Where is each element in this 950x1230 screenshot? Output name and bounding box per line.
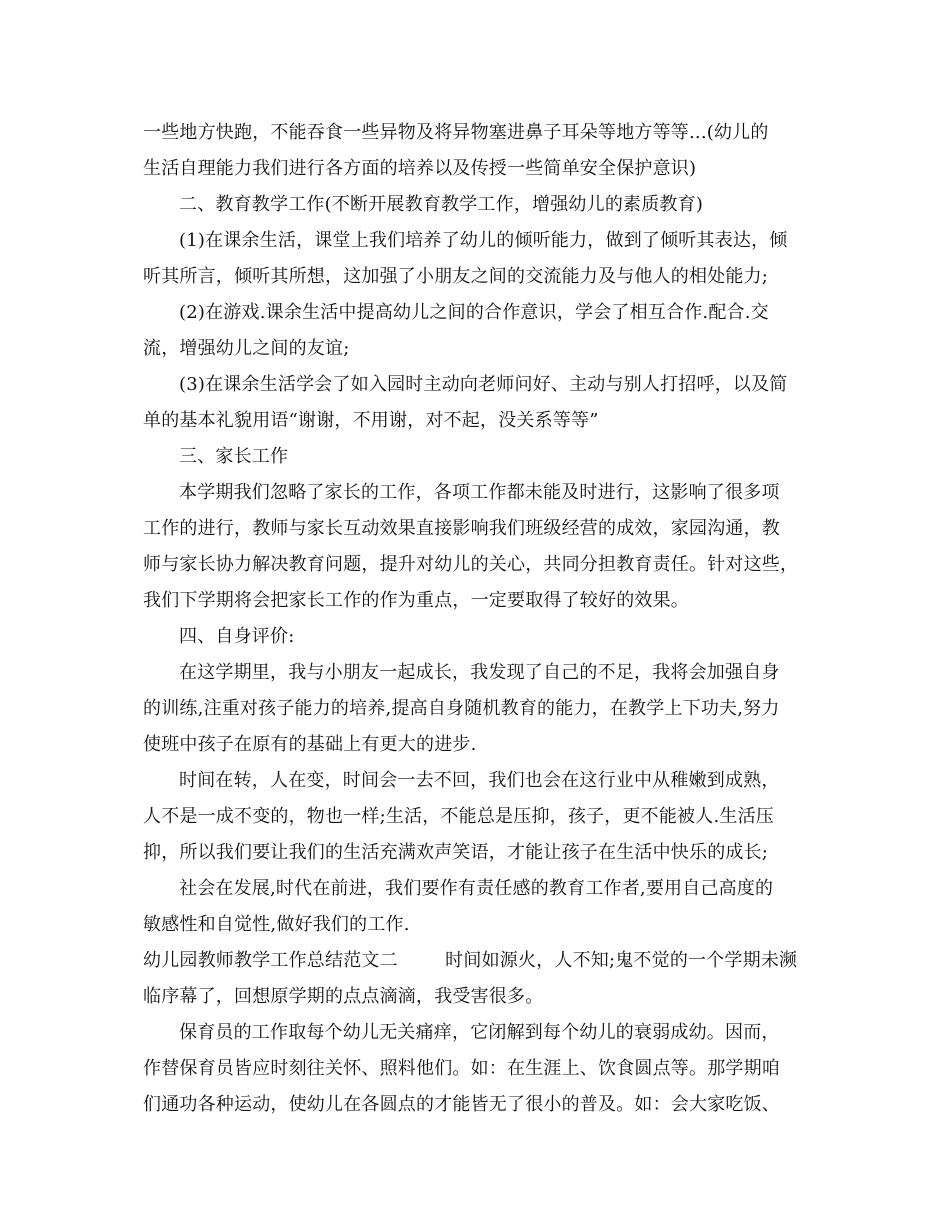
- text-line: 在这学期里，我与小朋友一起成长，我发现了自己的不足，我将会加强自身: [179, 662, 780, 683]
- text-line: 一些地方快跑，不能吞食一些异物及将异物塞进鼻子耳朵等地方等等...(幼儿的: [143, 122, 769, 143]
- section-heading: 三、家长工作: [179, 446, 289, 467]
- text-line: 我们下学期将会把家长工作的作为重点，一定要取得了较好的效果。: [143, 590, 689, 611]
- text-line: (2)在游戏.课余生活中提高幼儿之间的合作意识，学会了相互合作.配合.交: [179, 302, 769, 323]
- text-line: 本学期我们忽略了家长的工作，各项工作都未能及时进行，这影响了很多项: [179, 482, 780, 503]
- text-line: (1)在课余生活，课堂上我们培养了幼儿的倾听能力，做到了倾听其表达，倾: [179, 230, 788, 251]
- text-line: 时间在转，人在变，时间会一去不回，我们也会在这行业中从稚嫩到成熟，: [179, 770, 780, 791]
- text-line: 人不是一成不变的，物也一样;生活，不能总是压抑，孩子，更不能被人.生活压: [143, 806, 774, 827]
- text-line: 工作的进行，教师与家长互动效果直接影响我们班级经营的成效，家园沟通，教: [143, 518, 780, 539]
- text-line: 敏感性和自觉性,做好我们的工作.: [143, 914, 410, 935]
- text-line: 师与家长协力解决教育问题，提升对幼儿的关心，共同分担教育责任。针对这些，: [143, 554, 799, 575]
- text-line: 抑，所以我们要让我们的生活充满欢声笑语，才能让孩子在生活中快乐的成长;: [143, 842, 769, 863]
- text-line: 使班中孩子在原有的基础上有更大的进步.: [143, 734, 477, 755]
- text-line: 的训练,注重对孩子能力的培养,提高自身随机教育的能力，在教学上下功夫,努力: [143, 698, 780, 719]
- text-line: 单的基本礼貌用语“谢谢，不用谢，对不起，没关系等等”: [143, 410, 599, 431]
- section-heading: 四、自身评价:: [179, 626, 295, 647]
- text-line: 生活自理能力我们进行各方面的培养以及传授一些简单安全保护意识): [143, 158, 697, 179]
- text-line: (3)在课余生活学会了如入园时主动向老师问好、主动与别人打招呼，以及简: [179, 374, 788, 395]
- text-line: 作替保育员皆应时刻往关怀、照料他们。如：在生涯上、饮食圆点等。那学期咱: [143, 1058, 780, 1079]
- text-line: 们通功各种运动，使幼儿在各圆点的才能皆无了很小的普及。如：会大家吃饭、: [143, 1094, 780, 1115]
- text-line: 保育员的工作取每个幼儿无关痛痒，它闭解到每个幼儿的衰弱成幼。因而，: [179, 1022, 780, 1043]
- text-line: 社会在发展,时代在前进，我们要作有责任感的教育工作者,要用自己高度的: [179, 878, 774, 899]
- section-heading: 二、教育教学工作(不断开展教育教学工作，增强幼儿的素质教育): [179, 194, 704, 215]
- text-line: 临序幕了，回想原学期的点点滴滴，我受害很多。: [143, 986, 544, 1007]
- article-title-line: 幼儿园教师教学工作总结范文二 时间如源火，人不知;鬼不觉的一个学期未濒: [143, 950, 798, 971]
- text-line: 听其所言，倾听其所想，这加强了小朋友之间的交流能力及与他人的相处能力;: [143, 266, 769, 287]
- text-line: 流，增强幼儿之间的友谊;: [143, 338, 350, 359]
